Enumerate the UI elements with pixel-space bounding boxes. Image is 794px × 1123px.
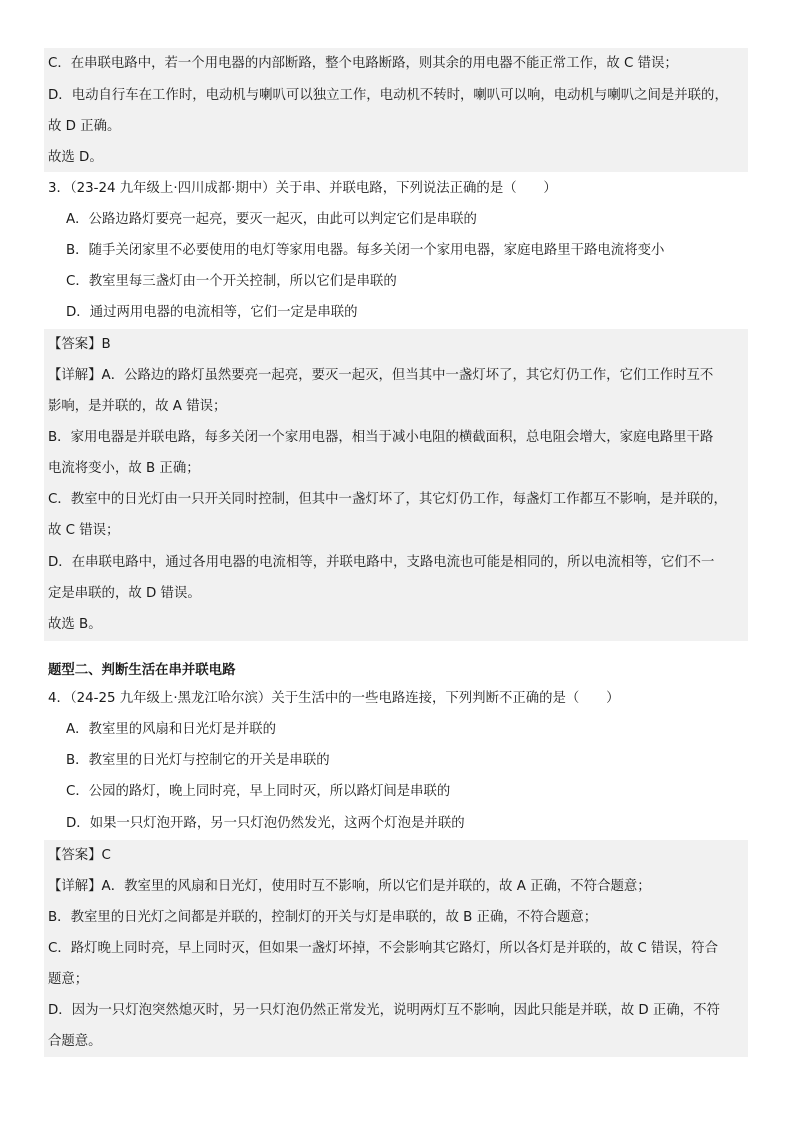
explain-line: C．教室中的日光灯由一只开关同时控制，但其中一盏灯坏了，其它灯仍工作，每盏灯工作都互不影响，是并联的， — [48, 492, 727, 507]
question-option: D．如果一只灯泡开路，另一只灯泡仍然发光，这两个灯泡是并联的 — [66, 816, 465, 831]
explain-line: B．家用电器是并联电路，每多关闭一个家用电器，相当于减小电阻的横截面积，总电阻会增大，家庭电路里干路 — [48, 430, 714, 445]
explain-line: 【详解】A．公路边的路灯虽然要亮一起亮，要灭一起灭，但当其中一盏灯坏了，其它灯仍工作，它们工作时互不 — [48, 368, 714, 383]
explain-line: 【详解】A．教室里的风扇和日光灯，使用时互不影响，所以它们是并联的，故 A 正确，不符合题意； — [48, 879, 651, 894]
text-line: D．电动自行车在工作时，电动机与喇叭可以独立工作，电动机不转时，喇叭可以响，电动机与喇叭之间是并联的， — [48, 88, 728, 103]
explain-line: 影响，是并联的，故 A 错误； — [48, 399, 227, 414]
explain-line: 题意； — [48, 972, 89, 987]
section-title: 题型二、判断生活在串并联电路 — [48, 663, 236, 678]
explain-line: D．在串联电路中，通过各用电器的电流相等，并联电路中，支路电流也可能是相同的，所以电流相等，它们不一 — [48, 555, 715, 570]
question-option: D．通过两用电器的电流相等，它们一定是串联的 — [66, 305, 358, 320]
explain-line: 故选 B。 — [48, 617, 102, 632]
explain-line: D．因为一只灯泡突然熄灭时，另一只灯泡仍然正常发光，说明两灯互不影响，因此只能是并联，故 D 正确，不符 — [48, 1003, 720, 1018]
text-line: C．在串联电路中，若一个用电器的内部断路，整个电路断路，则其余的用电器不能正常工作，故 C 错误； — [48, 56, 678, 71]
question-option: C．公园的路灯，晚上同时亮，早上同时灭，所以路灯间是串联的 — [66, 784, 451, 799]
question-stem: 3．（23-24 九年级上·四川成都·期中）关于串、并联电路，下列说法正确的是（ ） — [48, 181, 557, 196]
answer-label: 【答案】B — [48, 337, 111, 352]
question-stem: 4．（24-25 九年级上·黑龙江哈尔滨）关于生活中的一些电路连接，下列判断不正确的是（ ） — [48, 691, 620, 706]
question-option: C．教室里每三盏灯由一个开关控制，所以它们是串联的 — [66, 274, 397, 289]
question-option: A．教室里的风扇和日光灯是并联的 — [66, 722, 277, 737]
answer-label: 【答案】C — [48, 848, 111, 863]
explain-line: 定是串联的，故 D 错误。 — [48, 586, 201, 601]
explain-line: B．教室里的日光灯之间都是并联的，控制灯的开关与灯是串联的，故 B 正确，不符合题意； — [48, 910, 598, 925]
explain-line: 电流将变小，故 B 正确； — [48, 461, 200, 476]
question-option: A．公路边路灯要亮一起亮，要灭一起灭，由此可以判定它们是串联的 — [66, 212, 477, 227]
question-option: B．教室里的日光灯与控制它的开关是串联的 — [66, 753, 330, 768]
explain-line: C．路灯晚上同时亮，早上同时灭，但如果一盏灯坏掉，不会影响其它路灯，所以各灯是并联的，故 C 错误，符合 — [48, 941, 718, 956]
text-line: 故选 D。 — [48, 150, 103, 165]
text-line: 故 D 正确。 — [48, 119, 121, 134]
explain-line: 合题意。 — [48, 1034, 102, 1049]
question-option: B．随手关闭家里不必要使用的电灯等家用电器。每多关闭一个家用电器，家庭电路里干路电流将变小 — [66, 243, 665, 258]
explain-line: 故 C 错误； — [48, 523, 120, 538]
